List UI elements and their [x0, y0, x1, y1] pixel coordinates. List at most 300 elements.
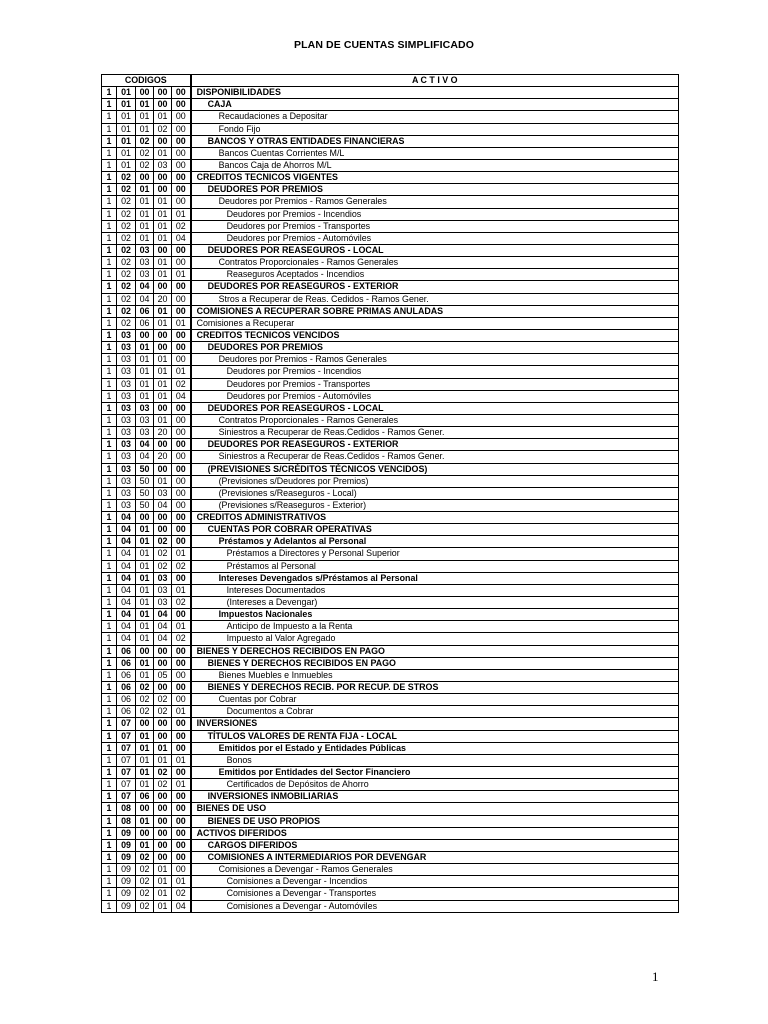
code-group: 09 [117, 900, 136, 912]
account-description: DEUDORES POR REASEGUROS - EXTERIOR [191, 439, 679, 451]
code-group: 06 [117, 645, 136, 657]
code-subaccount: 00 [172, 463, 191, 475]
code-class: 1 [102, 669, 117, 681]
code-subaccount: 00 [172, 572, 191, 584]
code-subaccount: 00 [172, 767, 191, 779]
code-account: 00 [154, 657, 172, 669]
code-subgroup: 03 [136, 402, 154, 414]
account-description: DEUDORES POR REASEGUROS - EXTERIOR [191, 281, 679, 293]
code-subgroup: 01 [136, 548, 154, 560]
code-account: 03 [154, 572, 172, 584]
code-group: 03 [117, 342, 136, 354]
code-class: 1 [102, 475, 117, 487]
code-subaccount: 00 [172, 87, 191, 99]
account-description: Certificados de Depósitos de Ahorro [191, 779, 679, 791]
code-group: 06 [117, 669, 136, 681]
code-subgroup: 01 [136, 99, 154, 111]
account-description: Bienes Muebles e Inmuebles [191, 669, 679, 681]
code-group: 03 [117, 439, 136, 451]
code-group: 06 [117, 694, 136, 706]
code-class: 1 [102, 876, 117, 888]
table-row [102, 281, 679, 293]
code-subgroup: 02 [136, 135, 154, 147]
code-subgroup: 01 [136, 184, 154, 196]
code-account: 01 [154, 742, 172, 754]
code-class: 1 [102, 864, 117, 876]
code-subaccount: 01 [172, 548, 191, 560]
account-description: ACTIVOS DIFERIDOS [191, 827, 679, 839]
code-class: 1 [102, 159, 117, 171]
code-group: 09 [117, 852, 136, 864]
code-group: 03 [117, 451, 136, 463]
code-account: 01 [154, 147, 172, 159]
code-account: 04 [154, 609, 172, 621]
code-subgroup: 06 [136, 305, 154, 317]
table-row [102, 366, 679, 378]
account-description: (Previsiones s/Reaseguros - Local) [191, 487, 679, 499]
code-subaccount: 00 [172, 354, 191, 366]
code-account: 00 [154, 281, 172, 293]
code-account: 01 [154, 208, 172, 220]
code-group: 08 [117, 803, 136, 815]
table-row [102, 414, 679, 426]
code-subgroup: 06 [136, 791, 154, 803]
account-description: Contratos Proporcionales - Ramos Generales [191, 414, 679, 426]
code-account: 01 [154, 257, 172, 269]
account-description: Comisiones a Devengar - Incendios [191, 876, 679, 888]
code-subgroup: 01 [136, 524, 154, 536]
code-subaccount: 01 [172, 754, 191, 766]
code-subgroup: 02 [136, 706, 154, 718]
table-row [102, 439, 679, 451]
code-group: 01 [117, 87, 136, 99]
code-group: 09 [117, 827, 136, 839]
code-subaccount: 00 [172, 281, 191, 293]
code-account: 00 [154, 135, 172, 147]
code-subaccount: 04 [172, 900, 191, 912]
code-account: 02 [154, 548, 172, 560]
code-subaccount: 00 [172, 342, 191, 354]
table-row [102, 499, 679, 511]
account-description: Bancos Caja de Ahorros M/L [191, 159, 679, 171]
account-description: Emitidos por el Estado y Entidades Públicas [191, 742, 679, 754]
table-row [102, 378, 679, 390]
code-group: 03 [117, 487, 136, 499]
code-subgroup: 01 [136, 572, 154, 584]
account-description: Deudores por Premios - Automóviles [191, 390, 679, 402]
code-subaccount: 01 [172, 706, 191, 718]
code-subaccount: 01 [172, 208, 191, 220]
code-subaccount: 02 [172, 597, 191, 609]
code-subgroup: 01 [136, 196, 154, 208]
account-description: Contratos Proporcionales - Ramos Generales [191, 257, 679, 269]
code-group: 04 [117, 536, 136, 548]
table-row [102, 512, 679, 524]
code-account: 01 [154, 390, 172, 402]
code-subgroup: 04 [136, 293, 154, 305]
page-number: 1 [652, 969, 659, 984]
code-account: 02 [154, 779, 172, 791]
code-subgroup: 02 [136, 159, 154, 171]
account-description: Stros a Recuperar de Reas. Cedidos - Ramos Gener. [191, 293, 679, 305]
table-row [102, 487, 679, 499]
code-subaccount: 00 [172, 244, 191, 256]
code-account: 01 [154, 196, 172, 208]
code-account: 01 [154, 900, 172, 912]
code-subaccount: 04 [172, 232, 191, 244]
table-row [102, 269, 679, 281]
table-row [102, 172, 679, 184]
code-subgroup: 01 [136, 754, 154, 766]
code-group: 07 [117, 718, 136, 730]
code-subgroup: 01 [136, 815, 154, 827]
code-subaccount: 00 [172, 657, 191, 669]
code-subaccount: 00 [172, 499, 191, 511]
code-group: 04 [117, 597, 136, 609]
code-account: 01 [154, 876, 172, 888]
table-row [102, 779, 679, 791]
code-account: 03 [154, 159, 172, 171]
code-class: 1 [102, 657, 117, 669]
account-description: BIENES DE USO PROPIOS [191, 815, 679, 827]
code-account: 00 [154, 827, 172, 839]
table-row [102, 815, 679, 827]
code-class: 1 [102, 694, 117, 706]
account-description: Anticipo de Impuesto a la Renta [191, 621, 679, 633]
code-account: 03 [154, 487, 172, 499]
account-description: BIENES Y DERECHOS RECIBIDOS EN PAGO [191, 657, 679, 669]
code-class: 1 [102, 317, 117, 329]
code-subgroup: 03 [136, 244, 154, 256]
account-description: Deudores por Premios - Automóviles [191, 232, 679, 244]
table-row [102, 220, 679, 232]
code-account: 03 [154, 597, 172, 609]
code-account: 03 [154, 584, 172, 596]
code-subaccount: 00 [172, 487, 191, 499]
code-account: 01 [154, 317, 172, 329]
table-row [102, 584, 679, 596]
account-description: (Previsiones s/Reaseguros - Exterior) [191, 499, 679, 511]
table-row [102, 135, 679, 147]
code-account: 00 [154, 791, 172, 803]
table-row [102, 548, 679, 560]
table-body [102, 87, 679, 913]
table-row [102, 876, 679, 888]
code-subaccount: 00 [172, 730, 191, 742]
code-subaccount: 00 [172, 111, 191, 123]
code-subaccount: 00 [172, 123, 191, 135]
code-subaccount: 02 [172, 560, 191, 572]
code-class: 1 [102, 123, 117, 135]
code-subaccount: 00 [172, 257, 191, 269]
code-account: 04 [154, 633, 172, 645]
code-class: 1 [102, 293, 117, 305]
table-row [102, 645, 679, 657]
table-row [102, 609, 679, 621]
code-group: 07 [117, 730, 136, 742]
table-row [102, 888, 679, 900]
account-description: INVERSIONES [191, 718, 679, 730]
account-description: Intereses Documentados [191, 584, 679, 596]
code-subgroup: 50 [136, 463, 154, 475]
code-subgroup: 01 [136, 633, 154, 645]
code-group: 03 [117, 354, 136, 366]
code-group: 02 [117, 172, 136, 184]
page-title: PLAN DE CUENTAS SIMPLIFICADO [294, 39, 474, 51]
account-description: (Previsiones s/Deudores por Premios) [191, 475, 679, 487]
code-class: 1 [102, 208, 117, 220]
code-group: 04 [117, 609, 136, 621]
code-subaccount: 00 [172, 524, 191, 536]
code-class: 1 [102, 281, 117, 293]
account-description: CARGOS DIFERIDOS [191, 839, 679, 851]
code-subgroup: 04 [136, 451, 154, 463]
code-subaccount: 00 [172, 536, 191, 548]
code-class: 1 [102, 524, 117, 536]
code-subgroup: 04 [136, 439, 154, 451]
code-group: 02 [117, 208, 136, 220]
code-class: 1 [102, 803, 117, 815]
code-subgroup: 01 [136, 584, 154, 596]
code-account: 00 [154, 815, 172, 827]
code-subgroup: 03 [136, 257, 154, 269]
code-subgroup: 00 [136, 803, 154, 815]
code-group: 07 [117, 742, 136, 754]
code-subaccount: 00 [172, 827, 191, 839]
code-group: 09 [117, 888, 136, 900]
code-account: 00 [154, 87, 172, 99]
table-row [102, 633, 679, 645]
account-description: Préstamos a Directores y Personal Superior [191, 548, 679, 560]
account-description: Recaudaciones a Depositar [191, 111, 679, 123]
code-subaccount: 00 [172, 839, 191, 851]
table-row [102, 900, 679, 912]
code-group: 03 [117, 390, 136, 402]
account-description: DEUDORES POR PREMIOS [191, 184, 679, 196]
code-account: 01 [154, 414, 172, 426]
code-group: 04 [117, 512, 136, 524]
code-group: 09 [117, 864, 136, 876]
code-class: 1 [102, 451, 117, 463]
code-subgroup: 01 [136, 342, 154, 354]
table-row [102, 463, 679, 475]
code-group: 03 [117, 329, 136, 341]
account-description: BANCOS Y OTRAS ENTIDADES FINANCIERAS [191, 135, 679, 147]
account-description: DEUDORES POR REASEGUROS - LOCAL [191, 402, 679, 414]
code-subgroup: 01 [136, 609, 154, 621]
code-account: 00 [154, 512, 172, 524]
table-row [102, 754, 679, 766]
account-description: Intereses Devengados s/Préstamos al Personal [191, 572, 679, 584]
code-account: 20 [154, 293, 172, 305]
account-description: Préstamos y Adelantos al Personal [191, 536, 679, 548]
code-subaccount: 00 [172, 852, 191, 864]
codes-header: CODIGOS [102, 75, 191, 87]
table-row [102, 451, 679, 463]
code-group: 04 [117, 633, 136, 645]
code-subgroup: 01 [136, 597, 154, 609]
code-class: 1 [102, 378, 117, 390]
account-description: Bancos Cuentas Corrientes M/L [191, 147, 679, 159]
code-class: 1 [102, 888, 117, 900]
code-class: 1 [102, 852, 117, 864]
account-description: Deudores por Premios - Ramos Generales [191, 196, 679, 208]
code-class: 1 [102, 682, 117, 694]
code-account: 01 [154, 888, 172, 900]
code-subgroup: 03 [136, 427, 154, 439]
code-class: 1 [102, 706, 117, 718]
table-row [102, 196, 679, 208]
code-class: 1 [102, 815, 117, 827]
code-group: 01 [117, 159, 136, 171]
code-group: 04 [117, 548, 136, 560]
code-class: 1 [102, 354, 117, 366]
code-account: 01 [154, 111, 172, 123]
table-row [102, 742, 679, 754]
code-subgroup: 01 [136, 779, 154, 791]
code-group: 04 [117, 621, 136, 633]
account-description: Deudores por Premios - Transportes [191, 220, 679, 232]
account-description: Deudores por Premios - Ramos Generales [191, 354, 679, 366]
code-account: 00 [154, 803, 172, 815]
account-description: CREDITOS TECNICOS VIGENTES [191, 172, 679, 184]
code-subaccount: 00 [172, 682, 191, 694]
section-header: A C T I V O [191, 75, 679, 87]
code-subaccount: 00 [172, 645, 191, 657]
account-description: DISPONIBILIDADES [191, 87, 679, 99]
table-row [102, 99, 679, 111]
account-description: BIENES DE USO [191, 803, 679, 815]
account-description: Préstamos al Personal [191, 560, 679, 572]
account-description: Cuentas por Cobrar [191, 694, 679, 706]
account-description: Comisiones a Devengar - Ramos Generales [191, 864, 679, 876]
code-account: 00 [154, 99, 172, 111]
code-subgroup: 00 [136, 718, 154, 730]
table-row [102, 864, 679, 876]
code-account: 00 [154, 682, 172, 694]
code-subaccount: 01 [172, 317, 191, 329]
code-subaccount: 00 [172, 172, 191, 184]
code-subaccount: 00 [172, 815, 191, 827]
code-class: 1 [102, 220, 117, 232]
code-group: 02 [117, 269, 136, 281]
code-class: 1 [102, 621, 117, 633]
code-group: 01 [117, 99, 136, 111]
table-row [102, 536, 679, 548]
code-group: 02 [117, 196, 136, 208]
code-subaccount: 00 [172, 135, 191, 147]
code-subgroup: 01 [136, 669, 154, 681]
code-subgroup: 02 [136, 694, 154, 706]
code-class: 1 [102, 257, 117, 269]
code-group: 03 [117, 414, 136, 426]
code-group: 07 [117, 767, 136, 779]
code-subaccount: 02 [172, 633, 191, 645]
code-class: 1 [102, 402, 117, 414]
account-description: TÍTULOS VALORES DE RENTA FIJA - LOCAL [191, 730, 679, 742]
code-account: 00 [154, 439, 172, 451]
account-description: Siniestros a Recuperar de Reas.Cedidos - Ramos Gener. [191, 451, 679, 463]
account-description: Comisiones a Recuperar [191, 317, 679, 329]
table-row [102, 597, 679, 609]
account-description: DEUDORES POR PREMIOS [191, 342, 679, 354]
table-row [102, 87, 679, 99]
account-description: CREDITOS ADMINISTRATIVOS [191, 512, 679, 524]
table-row [102, 244, 679, 256]
code-group: 02 [117, 305, 136, 317]
code-subgroup: 01 [136, 111, 154, 123]
code-group: 03 [117, 475, 136, 487]
account-description: Reaseguros Aceptados - Incendios [191, 269, 679, 281]
code-account: 01 [154, 366, 172, 378]
code-subaccount: 00 [172, 451, 191, 463]
code-subaccount: 00 [172, 742, 191, 754]
code-class: 1 [102, 536, 117, 548]
code-class: 1 [102, 111, 117, 123]
code-group: 04 [117, 572, 136, 584]
code-subaccount: 00 [172, 184, 191, 196]
code-group: 04 [117, 524, 136, 536]
code-subgroup: 02 [136, 852, 154, 864]
code-account: 05 [154, 669, 172, 681]
code-class: 1 [102, 414, 117, 426]
code-group: 01 [117, 123, 136, 135]
code-subgroup: 01 [136, 730, 154, 742]
code-class: 1 [102, 900, 117, 912]
account-description: Comisiones a Devengar - Transportes [191, 888, 679, 900]
code-class: 1 [102, 342, 117, 354]
code-account: 02 [154, 706, 172, 718]
table-row [102, 232, 679, 244]
code-subaccount: 01 [172, 366, 191, 378]
code-group: 04 [117, 584, 136, 596]
code-group: 02 [117, 293, 136, 305]
code-account: 01 [154, 269, 172, 281]
table-row [102, 852, 679, 864]
code-account: 00 [154, 852, 172, 864]
table-row [102, 317, 679, 329]
table-row [102, 791, 679, 803]
code-group: 07 [117, 779, 136, 791]
code-subgroup: 02 [136, 147, 154, 159]
code-account: 00 [154, 172, 172, 184]
code-class: 1 [102, 184, 117, 196]
account-description: Deudores por Premios - Incendios [191, 208, 679, 220]
code-class: 1 [102, 645, 117, 657]
code-group: 02 [117, 244, 136, 256]
code-account: 04 [154, 621, 172, 633]
code-group: 06 [117, 682, 136, 694]
code-group: 03 [117, 427, 136, 439]
code-group: 07 [117, 791, 136, 803]
code-group: 03 [117, 366, 136, 378]
account-description: DEUDORES POR REASEGUROS - LOCAL [191, 244, 679, 256]
code-subaccount: 00 [172, 791, 191, 803]
code-account: 01 [154, 754, 172, 766]
code-subaccount: 00 [172, 99, 191, 111]
account-description: Bonos [191, 754, 679, 766]
code-subgroup: 01 [136, 378, 154, 390]
account-description: CREDITOS TECNICOS VENCIDOS [191, 329, 679, 341]
code-subgroup: 02 [136, 876, 154, 888]
code-class: 1 [102, 305, 117, 317]
code-subgroup: 03 [136, 414, 154, 426]
table-row [102, 706, 679, 718]
code-subgroup: 01 [136, 354, 154, 366]
code-subgroup: 50 [136, 487, 154, 499]
code-class: 1 [102, 99, 117, 111]
code-account: 00 [154, 730, 172, 742]
